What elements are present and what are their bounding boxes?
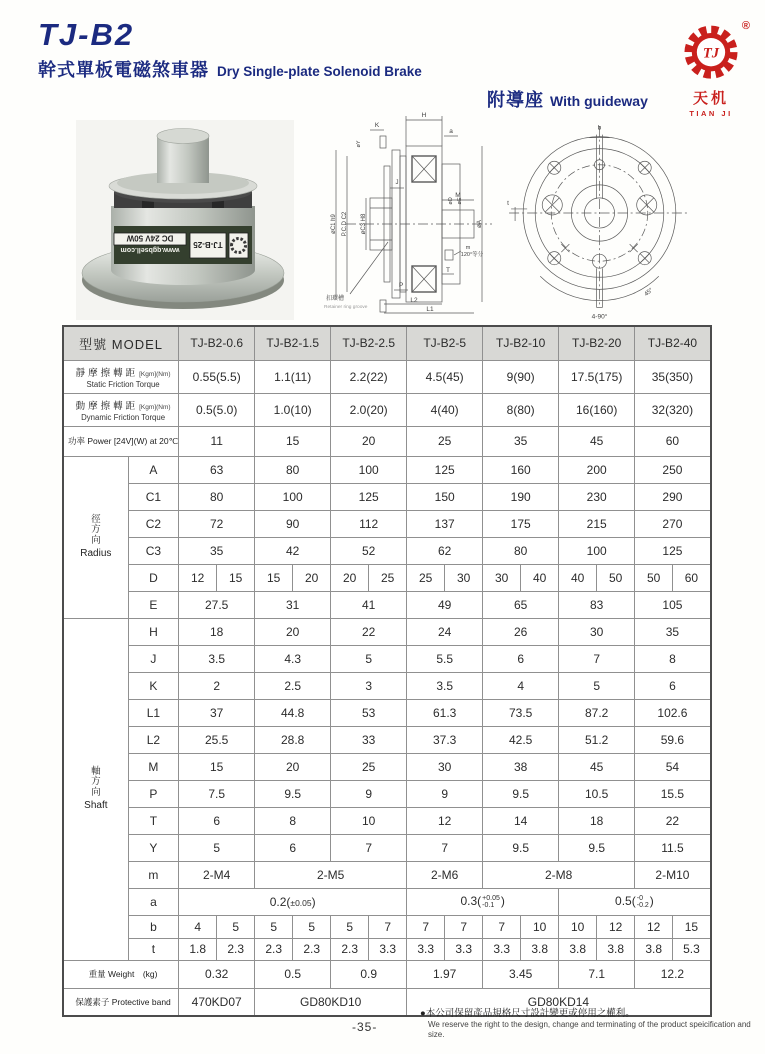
spec-value: 250 (635, 456, 711, 483)
spec-value: 0.3( +0.05 -0.1 ) (407, 888, 559, 915)
spec-value: 125 (407, 456, 483, 483)
spec-value: 25.5 (179, 726, 255, 753)
spec-value: 72 (179, 510, 255, 537)
spec-value: 8 (255, 807, 331, 834)
dim-label-PCD-C2: P.C.D C2 (342, 211, 348, 237)
spec-value: 4(40) (407, 393, 483, 426)
page-number: -35- (352, 1020, 378, 1034)
row-label: 重量 Weight (kg) (63, 960, 179, 988)
spec-value: 54 (635, 753, 711, 780)
spec-row (63, 960, 711, 988)
spec-value: 175 (483, 510, 559, 537)
row-label: 保護素子 Protective band (63, 988, 179, 1016)
spec-row (63, 861, 711, 888)
dim-label-b: b (597, 124, 602, 132)
photo-label-model: TJ-B-25 (193, 240, 223, 249)
spec-value: 105 (635, 591, 711, 618)
spec-value: 10 (331, 807, 407, 834)
spec-value: 2.3 (255, 938, 293, 960)
spec-value: 30 (407, 753, 483, 780)
spec-value: 7 (331, 834, 407, 861)
spec-value: 49 (407, 591, 483, 618)
dim-letter: A (128, 456, 178, 483)
spec-row (63, 834, 711, 861)
spec-value: 53 (331, 699, 407, 726)
spec-value: 5 (331, 915, 369, 938)
spec-value: 2 (179, 672, 255, 699)
dim-label-J: J (395, 180, 399, 186)
spec-value: 470KD07 (179, 988, 255, 1016)
spec-value: 3.5 (179, 645, 255, 672)
dim-label-oY: øY (356, 140, 362, 148)
dim-letter: H (128, 618, 178, 645)
spec-value: 15 (179, 753, 255, 780)
spec-value: 7.5 (179, 780, 255, 807)
spec-row (63, 483, 711, 510)
spec-row (63, 807, 711, 834)
dim-letter: T (128, 807, 178, 834)
spec-value: 8 (635, 645, 711, 672)
spec-value: 0.5(5.0) (179, 393, 255, 426)
spec-value: 6 (255, 834, 331, 861)
dim-label-oA: øA (477, 220, 483, 228)
title-block (38, 18, 422, 82)
spec-value: 25 (407, 564, 445, 591)
footer (0, 1008, 765, 1054)
spec-value: 3.8 (635, 938, 673, 960)
spec-row (63, 780, 711, 807)
photo-label-url: www.qgbsell.com (120, 246, 180, 253)
dim-label-K: K (374, 122, 380, 129)
spec-value: 15 (673, 915, 711, 938)
front-view-drawing (497, 112, 703, 324)
spec-value: 18 (559, 807, 635, 834)
spec-row (63, 753, 711, 780)
dim-letter: E (128, 591, 178, 618)
page-title: TJ-B2 (38, 17, 135, 52)
retainer-groove-label-zh: 扣環槽 (326, 296, 345, 302)
subtitle-chinese: 幹式單板電磁煞車器 (38, 60, 209, 80)
spec-value: 0.5 (255, 960, 331, 988)
product-photo (76, 120, 294, 320)
spec-value: 20 (255, 618, 331, 645)
logo-name-english: TIAN JI (689, 109, 733, 118)
spec-value: 25 (331, 753, 407, 780)
dim-letter: P (128, 780, 178, 807)
spec-table (62, 325, 712, 1017)
dim-label-120-division: 120°等分 (460, 252, 484, 258)
spec-row (63, 938, 711, 960)
gear-logo-icon (678, 20, 750, 91)
spec-row (63, 564, 711, 591)
spec-row (63, 618, 711, 645)
spec-value: 102.6 (635, 699, 711, 726)
spec-value: 6 (635, 672, 711, 699)
logo-name-chinese: 天机 (692, 90, 729, 107)
spec-value: 290 (635, 483, 711, 510)
spec-value: 5 (179, 834, 255, 861)
spec-value: 9 (331, 780, 407, 807)
row-label: 功率 Power [24V](W) at 20℃ (63, 426, 179, 456)
spec-value: 4 (483, 672, 559, 699)
photo-label-spec: DC 24V 50W (126, 233, 174, 243)
company-logo (662, 22, 760, 118)
dim-letter: M (128, 753, 178, 780)
disclaimer-chinese: ●本公司保留產品規格尺寸設計變更或停用之權利。 (420, 1008, 635, 1019)
spec-row (63, 915, 711, 938)
spec-value: 80 (255, 456, 331, 483)
spec-value: 27.5 (179, 591, 255, 618)
spec-value: 5 (331, 645, 407, 672)
spec-value: 137 (407, 510, 483, 537)
spec-value: 35(350) (635, 360, 711, 393)
spec-value: 2.3 (293, 938, 331, 960)
spec-value: 40 (521, 564, 559, 591)
spec-value: 30 (483, 564, 521, 591)
spec-row (63, 699, 711, 726)
spec-value: 22 (331, 618, 407, 645)
model-name-cell: TJ-B2-5 (407, 326, 483, 360)
row-label: 靜摩擦轉距[Kgm](Nm) Static Friction Torque (63, 360, 179, 393)
spec-value: 3.3 (483, 938, 521, 960)
spec-value: GD80KD14 (407, 988, 711, 1016)
dim-letter: D (128, 564, 178, 591)
spec-value: 2-M8 (483, 861, 635, 888)
dim-letter: C2 (128, 510, 178, 537)
dim-letter: a (128, 888, 178, 915)
spec-row (63, 426, 711, 456)
dim-letter: C3 (128, 537, 178, 564)
spec-value: 3.3 (369, 938, 407, 960)
logo-monogram: TJ (702, 45, 720, 62)
spec-value: 18 (179, 618, 255, 645)
spec-value: 28.8 (255, 726, 331, 753)
spec-value: 5.5 (407, 645, 483, 672)
spec-value: 2-M5 (255, 861, 407, 888)
spec-value: 20 (331, 564, 369, 591)
spec-value: 25 (369, 564, 407, 591)
spec-value: GD80KD10 (255, 988, 407, 1016)
spec-row (63, 591, 711, 618)
spec-value: 6 (483, 645, 559, 672)
spec-value: 60 (673, 564, 711, 591)
dim-label-m-thread: m (465, 245, 471, 251)
dim-label-L1: L1 (426, 306, 434, 313)
spec-value: 52 (331, 537, 407, 564)
spec-value: 2.3 (331, 938, 369, 960)
spec-value: 7 (559, 645, 635, 672)
spec-value: 7 (407, 834, 483, 861)
subtitle (38, 56, 422, 82)
spec-value: 4 (179, 915, 217, 938)
model-name-cell: TJ-B2-2.5 (331, 326, 407, 360)
spec-value: 9.5 (483, 780, 559, 807)
spec-value: 80 (483, 537, 559, 564)
row-label: 動摩擦轉距[Kgm](Nm) Dynamic Friction Torque (63, 393, 179, 426)
spec-value: 50 (597, 564, 635, 591)
spec-value: 42 (255, 537, 331, 564)
spec-value: 61.3 (407, 699, 483, 726)
spec-row (63, 726, 711, 753)
spec-value: 1.0(10) (255, 393, 331, 426)
spec-value: 24 (407, 618, 483, 645)
spec-value: 1.8 (179, 938, 217, 960)
spec-value: 59.6 (635, 726, 711, 753)
dim-label-P: P (398, 282, 404, 289)
spec-value: 3.45 (483, 960, 559, 988)
spec-row (63, 888, 711, 915)
spec-value: 31 (255, 591, 331, 618)
dim-label-45deg: 45° (643, 287, 655, 298)
spec-row (63, 645, 711, 672)
spec-value: 0.9 (331, 960, 407, 988)
spec-value: 125 (635, 537, 711, 564)
spec-value: 4.5(45) (407, 360, 483, 393)
spec-value: 12 (597, 915, 635, 938)
spec-value: 100 (255, 483, 331, 510)
guideway-caption (487, 86, 648, 112)
retainer-groove-label-en: Retainer ring groove (324, 305, 368, 310)
spec-value: 63 (179, 456, 255, 483)
spec-value: 10.5 (559, 780, 635, 807)
spec-value: 2.0(20) (331, 393, 407, 426)
spec-row (63, 672, 711, 699)
spec-value: 12 (635, 915, 673, 938)
dim-letter: t (128, 938, 178, 960)
registered-mark: ® (741, 20, 750, 32)
spec-value: 12.2 (635, 960, 711, 988)
dim-label-L2: L2 (410, 297, 418, 304)
spec-value: 9.5 (559, 834, 635, 861)
spec-value: 50 (635, 564, 673, 591)
spec-value: 20 (331, 426, 407, 456)
dim-letter: b (128, 915, 178, 938)
spec-value: 150 (407, 483, 483, 510)
spec-value: 17.5(175) (559, 360, 635, 393)
spec-value: 42.5 (483, 726, 559, 753)
spec-value: 5.3 (673, 938, 711, 960)
spec-value: 35 (179, 537, 255, 564)
model-name-cell: TJ-B2-20 (559, 326, 635, 360)
spec-value: 11.5 (635, 834, 711, 861)
dim-label-T: T (446, 267, 450, 274)
spec-value: 87.2 (559, 699, 635, 726)
spec-value: 200 (559, 456, 635, 483)
subtitle-english: Dry Single-plate Solenoid Brake (217, 64, 422, 79)
spec-value: 38 (483, 753, 559, 780)
spec-value: 9 (407, 780, 483, 807)
dim-letter: K (128, 672, 178, 699)
spec-row (63, 360, 711, 393)
section-label: 軸 方 向 Shaft (63, 618, 128, 960)
dim-label-a: a (449, 128, 453, 135)
dim-label-4-90deg: 4-90° (591, 313, 608, 321)
spec-value: 12 (179, 564, 217, 591)
spec-value: 7 (445, 915, 483, 938)
spec-value: 44.8 (255, 699, 331, 726)
spec-value: 90 (255, 510, 331, 537)
model-name-cell: TJ-B2-1.5 (255, 326, 331, 360)
model-name-cell: TJ-B2-10 (483, 326, 559, 360)
spec-value: 22 (635, 807, 711, 834)
spec-value: 62 (407, 537, 483, 564)
spec-value: 2.5 (255, 672, 331, 699)
model-name-cell: TJ-B2-40 (635, 326, 711, 360)
spec-value: 45 (559, 753, 635, 780)
spec-value: 35 (635, 618, 711, 645)
spec-value: 100 (331, 456, 407, 483)
spec-value: 30 (559, 618, 635, 645)
dim-letter: J (128, 645, 178, 672)
spec-value: 1.1(11) (255, 360, 331, 393)
spec-value: 37 (179, 699, 255, 726)
table-header-row (63, 326, 711, 360)
spec-row (63, 510, 711, 537)
disclaimer-english: We reserve the right to the design, change and terminating of the product speicification and size. (428, 1020, 751, 1039)
spec-value: 37.3 (407, 726, 483, 753)
spec-value: 25 (407, 426, 483, 456)
spec-value: 45 (559, 426, 635, 456)
dim-letter: L2 (128, 726, 178, 753)
spec-value: 8(80) (483, 393, 559, 426)
spec-value: 73.5 (483, 699, 559, 726)
dim-label-H: H (421, 112, 427, 119)
dim-letter: m (128, 861, 178, 888)
spec-value: 5 (217, 915, 255, 938)
spec-value: 11 (179, 426, 255, 456)
section-drawing (320, 104, 496, 320)
spec-value: 15 (255, 426, 331, 456)
spec-value: 16(160) (559, 393, 635, 426)
spec-value: 9(90) (483, 360, 559, 393)
spec-value: 7 (483, 915, 521, 938)
spec-value: 215 (559, 510, 635, 537)
spec-value: 65 (483, 591, 559, 618)
spec-value: 15 (255, 564, 293, 591)
spec-value: 10 (521, 915, 559, 938)
spec-value: 160 (483, 456, 559, 483)
spec-value: 2.3 (217, 938, 255, 960)
spec-value: 32(320) (635, 393, 711, 426)
spec-value: 30 (445, 564, 483, 591)
spec-value: 230 (559, 483, 635, 510)
model-header-cell: 型號 MODEL (63, 326, 179, 360)
spec-value: 3.8 (521, 938, 559, 960)
spec-value: 3.8 (597, 938, 635, 960)
spec-value: 112 (331, 510, 407, 537)
spec-row (63, 537, 711, 564)
spec-value: 4.3 (255, 645, 331, 672)
dim-label-oD: øD (448, 197, 454, 205)
spec-value: 83 (559, 591, 635, 618)
guideway-chinese: 附導座 (487, 90, 544, 110)
spec-value: 0.5( -0 -0.2 ) (559, 888, 711, 915)
spec-value: 3 (331, 672, 407, 699)
spec-value: 20 (255, 753, 331, 780)
disclaimer-note (420, 1008, 760, 1040)
guideway-english: With guideway (550, 93, 648, 109)
spec-value: 51.2 (559, 726, 635, 753)
spec-value: 7 (369, 915, 407, 938)
section-label: 徑 方 向 Radius (63, 456, 128, 618)
spec-value: 125 (331, 483, 407, 510)
spec-value: 2-M4 (179, 861, 255, 888)
spec-value: 33 (331, 726, 407, 753)
dim-label-oC1: øC1 h9 (331, 214, 337, 234)
spec-value: 5 (255, 915, 293, 938)
dim-label-oE: øE (457, 197, 463, 205)
spec-value: 3.8 (559, 938, 597, 960)
spec-value: 270 (635, 510, 711, 537)
dim-label-M: M (455, 192, 461, 199)
spec-value: 40 (559, 564, 597, 591)
spec-value: 3.3 (407, 938, 445, 960)
spec-value: 2-M6 (407, 861, 483, 888)
spec-value: 190 (483, 483, 559, 510)
spec-value: 2-M10 (635, 861, 711, 888)
dim-label-t: t (507, 199, 509, 207)
spec-value: 3.3 (445, 938, 483, 960)
spec-value: 15.5 (635, 780, 711, 807)
spec-value: 1.97 (407, 960, 483, 988)
spec-value: 0.2(±0.05) (179, 888, 407, 915)
spec-value: 3.5 (407, 672, 483, 699)
spec-value: 5 (559, 672, 635, 699)
spec-value: 14 (483, 807, 559, 834)
spec-value: 5 (293, 915, 331, 938)
spec-value: 0.32 (179, 960, 255, 988)
spec-value: 9.5 (255, 780, 331, 807)
spec-value: 20 (293, 564, 331, 591)
spec-row (63, 393, 711, 426)
spec-value: 10 (559, 915, 597, 938)
spec-row (63, 456, 711, 483)
spec-value: 15 (217, 564, 255, 591)
model-name-cell: TJ-B2-0.6 (179, 326, 255, 360)
spec-value: 41 (331, 591, 407, 618)
spec-value: 0.55(5.5) (179, 360, 255, 393)
dim-letter: C1 (128, 483, 178, 510)
spec-value: 80 (179, 483, 255, 510)
spec-value: 9.5 (483, 834, 559, 861)
dim-label-oC3: øC3 H8 (361, 213, 367, 235)
spec-value: 7 (407, 915, 445, 938)
spec-value: 60 (635, 426, 711, 456)
dim-letter: L1 (128, 699, 178, 726)
spec-value: 7.1 (559, 960, 635, 988)
spec-value: 2.2(22) (331, 360, 407, 393)
spec-value: 100 (559, 537, 635, 564)
spec-value: 12 (407, 807, 483, 834)
spec-value: 26 (483, 618, 559, 645)
spec-value: 35 (483, 426, 559, 456)
spec-value: 6 (179, 807, 255, 834)
dim-letter: Y (128, 834, 178, 861)
